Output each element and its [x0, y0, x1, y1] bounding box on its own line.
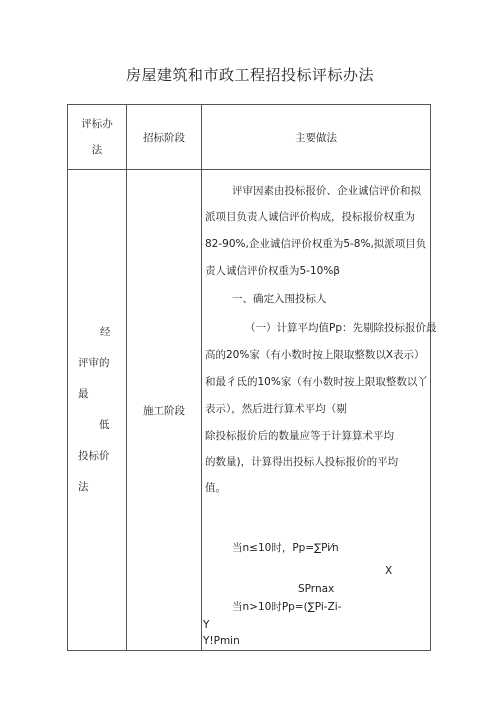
method-line: 投标价: [78, 450, 110, 462]
document-title: 房屋建筑和市政工程招投标评标办法: [125, 66, 374, 84]
approach-line: 值。: [205, 482, 226, 494]
approach-line: Y!Pmin: [203, 635, 240, 647]
approach-line: 当n>10时Pp=(∑Pi-Zi-: [232, 601, 342, 613]
approach-line: （一）计算平均值Pp：先剔除投标报价最: [245, 322, 437, 334]
approach-line: 表示），然后进行算术平均（剔: [205, 403, 347, 415]
approach-line: X: [385, 565, 393, 577]
approach-line: Y: [203, 619, 210, 631]
method-line: 评审的: [78, 357, 110, 369]
approach-line: 评审因素由投标报价、企业诚信评价和拟: [232, 185, 421, 197]
approach-line: 的数量)，计算得出投标人投标报价的平均: [205, 456, 399, 468]
approach-line: 派项目负责人诚信评价构成，投标报价权重为: [205, 211, 415, 223]
header-method: [68, 105, 127, 170]
method-line: 低: [99, 419, 110, 431]
header-method-line2: 法: [91, 144, 103, 156]
approach-line: 和最彳氐的10%家（有小数时按上限取整数以丫: [205, 376, 428, 388]
method-line: 经: [100, 326, 111, 338]
evaluation-method-table: [67, 104, 437, 651]
approach-line: 一、确定入围投标人: [232, 293, 327, 305]
method-line: 法: [78, 481, 89, 493]
table-header-row: [68, 105, 431, 170]
header-stage: 招标阶段: [127, 105, 202, 170]
approach-line: SPrnax: [298, 583, 335, 595]
approach-line: 82-90%,企业诚信评价权重为5-8%,拟派项目负: [205, 238, 427, 250]
approach-cell: [202, 170, 437, 651]
header-method-line1: 评标办: [81, 118, 113, 130]
approach-line: 当n≤10时，Pp=∑Pi⁄n: [232, 542, 339, 554]
approach-line: 责人诚信评价权重为5-10%β: [205, 265, 341, 277]
table-row: [68, 170, 431, 651]
stage-cell: 施工阶段: [127, 170, 202, 651]
method-line: 最: [78, 388, 89, 400]
approach-line: 除投标报价后的数量应等于计算算术平均: [205, 430, 394, 442]
approach-line: 高的20%家（有小数时按上限取整数以X表示）: [205, 349, 425, 361]
header-approach: 主要做法: [202, 105, 431, 170]
method-cell: [68, 170, 127, 651]
